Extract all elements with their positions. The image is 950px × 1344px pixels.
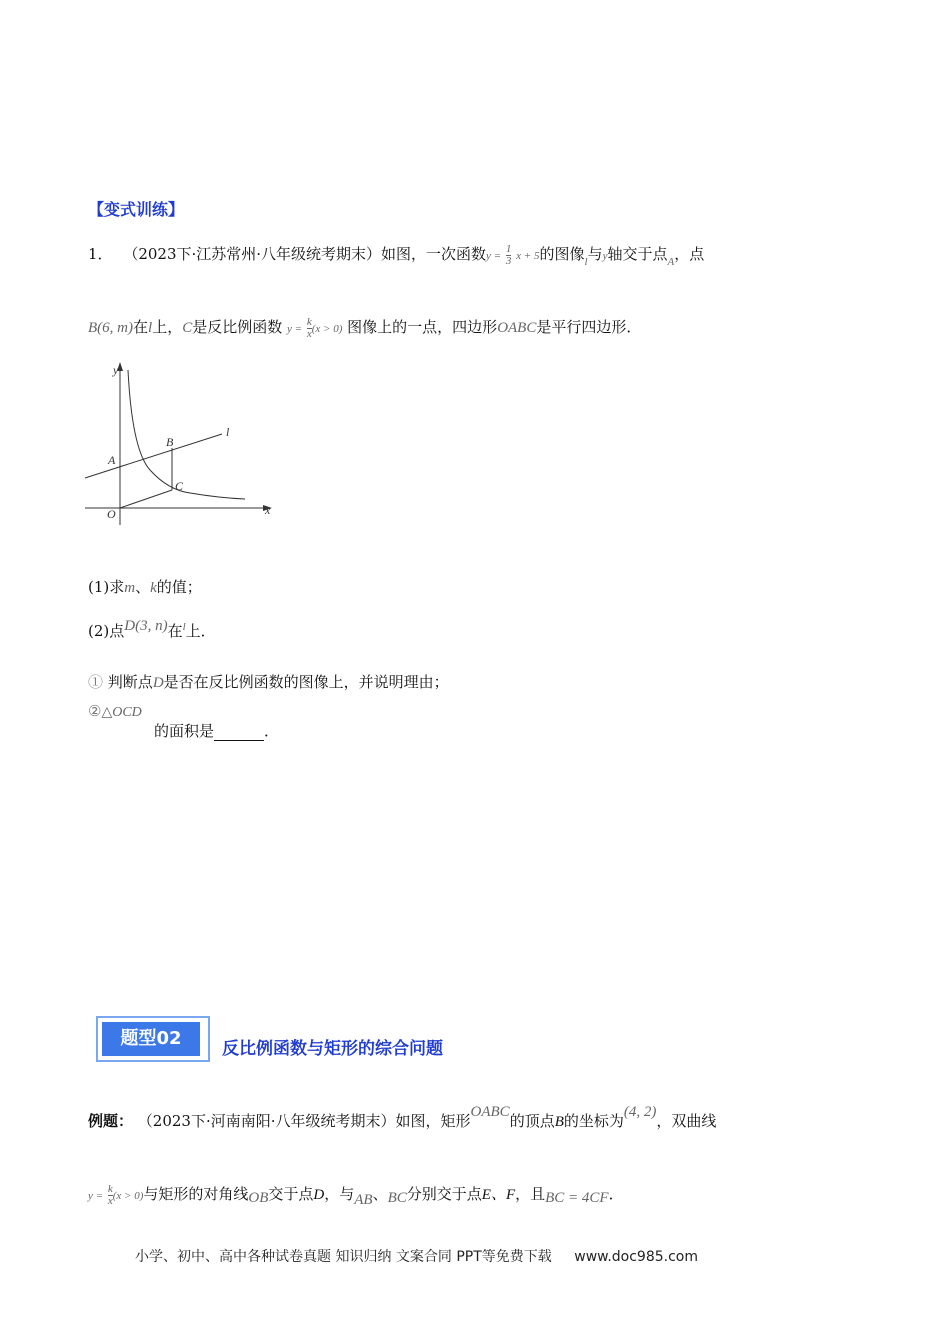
example-line-1: [88, 1104, 717, 1131]
example-inv-y: y =: [88, 1190, 104, 1202]
problem-source: （2023下·江苏常州·八年级统考期末）如图，一次函数: [123, 245, 487, 263]
example-line-2: [88, 1183, 624, 1207]
example-t6: ，与: [324, 1185, 355, 1203]
section-2-title: 反比例函数与矩形的综合问题: [222, 1039, 443, 1059]
q2-end: 上．: [185, 622, 216, 640]
sub-question-1: [88, 671, 449, 692]
eq-rest: x + 5: [516, 250, 540, 262]
inv-y: y =: [287, 323, 303, 335]
line2-e: 是平行四边形．: [536, 318, 642, 336]
sub1-D: D: [152, 675, 164, 691]
example-t8: 分别交于点: [406, 1185, 482, 1203]
label-O: O: [107, 507, 116, 521]
question-2: [88, 620, 216, 641]
problem-1-line-2: [88, 316, 641, 340]
example-inv-den: x: [107, 1194, 113, 1207]
example-B: B: [554, 1114, 564, 1130]
example-OB: OB: [248, 1190, 269, 1206]
sub2-mark: ②: [88, 702, 102, 720]
example-t1: 的顶点: [509, 1112, 555, 1130]
section-badge: [96, 1016, 210, 1062]
q2-l: l: [182, 621, 186, 633]
text-d: ，点: [674, 245, 705, 263]
sub2-end: ．: [264, 722, 280, 740]
problem-1-line-1: [88, 243, 704, 267]
example-OABC: OABC: [470, 1104, 510, 1120]
example-t4: 与矩形的对角线: [143, 1185, 249, 1203]
badge-label: 题型02: [102, 1022, 200, 1056]
line2-a: 在: [133, 318, 149, 336]
example-AB: AB: [354, 1192, 373, 1208]
sub1-b: 是否在反比例函数的图像上，并说明理由；: [163, 673, 449, 691]
function-figure: [80, 360, 280, 530]
inv-num: k: [306, 315, 312, 328]
eq-y: y =: [486, 250, 502, 262]
example-inv-cond: (x > 0): [112, 1190, 144, 1202]
text-a: 的图像: [539, 245, 585, 263]
q2-D: D(3, n): [124, 618, 168, 634]
example-EF: E、F: [481, 1187, 516, 1203]
example-eq: BC = 4CF: [545, 1190, 609, 1206]
point-B: B(6, m): [88, 320, 133, 336]
sym-A: A: [667, 256, 675, 268]
eq-fraction: [506, 244, 512, 267]
sub1-mark: ①: [88, 673, 104, 691]
sym-y: y: [602, 250, 608, 262]
sub1-a: 判断点: [107, 673, 153, 691]
example-inv-num: k: [107, 1182, 113, 1195]
example-source: （2023下·河南南阳·八年级统考期末）如图，矩形: [137, 1112, 471, 1130]
line-l: [85, 434, 222, 478]
sub-question-2-text: [154, 720, 279, 741]
q2-text: (2)点: [88, 622, 125, 640]
text-c: 轴交于点: [607, 245, 668, 263]
q1-m: m: [124, 580, 136, 596]
line2-d: 图像上的一点，四边形: [347, 318, 498, 336]
example-t9: ，且: [515, 1185, 546, 1203]
section-heading: 【变式训练】: [88, 200, 185, 219]
label-C: C: [175, 479, 184, 493]
example-label: 例题：: [88, 1112, 134, 1130]
example-t10: ．: [608, 1185, 624, 1203]
line2-C: C: [182, 320, 193, 336]
example-t7: 、: [372, 1185, 388, 1203]
label-B: B: [166, 435, 174, 449]
line2-OABC: OABC: [497, 320, 537, 336]
inv-den: x: [306, 327, 312, 340]
example-D: D: [313, 1187, 325, 1203]
q1-sep: 、: [135, 578, 151, 596]
q1-text: (1)求: [88, 578, 125, 596]
segment-OC: [120, 490, 172, 508]
line2-b: 上，: [152, 318, 183, 336]
example-t3: ，双曲线: [656, 1112, 717, 1130]
question-1: [88, 576, 202, 597]
example-BC: BC: [387, 1190, 407, 1206]
label-y: y: [113, 363, 119, 377]
footer: [135, 1246, 698, 1266]
sym-l: l: [584, 256, 588, 268]
example-coord: (4, 2): [623, 1104, 657, 1120]
label-A: A: [108, 453, 116, 467]
example-t5: 交于点: [268, 1185, 314, 1203]
line2-c: 是反比例函数: [192, 318, 283, 336]
line2-l: l: [148, 320, 153, 336]
q2-mid: 在: [167, 622, 183, 640]
label-l: l: [226, 425, 230, 439]
example-t2: 的坐标为: [563, 1112, 624, 1130]
q1-k: k: [150, 580, 157, 596]
text-b: 与: [587, 245, 603, 263]
problem-number: 1．: [88, 245, 113, 263]
sub2-text: 的面积是: [154, 722, 215, 740]
q1-end: 的值；: [156, 578, 202, 596]
footer-url[interactable]: www.doc985.com: [574, 1249, 698, 1265]
answer-blank[interactable]: [214, 726, 264, 741]
eq-denominator: 3: [505, 254, 512, 267]
sub2-triangle: △OCD: [101, 705, 142, 720]
sub-question-2-mark: [88, 702, 142, 721]
label-x: x: [265, 503, 271, 517]
eq-numerator: 1: [505, 242, 512, 255]
footer-text: 小学、初中、高中各种试卷真题 知识归纳 文案合同 PPT等免费下载: [135, 1249, 552, 1265]
inv-cond: (x > 0): [311, 323, 343, 335]
